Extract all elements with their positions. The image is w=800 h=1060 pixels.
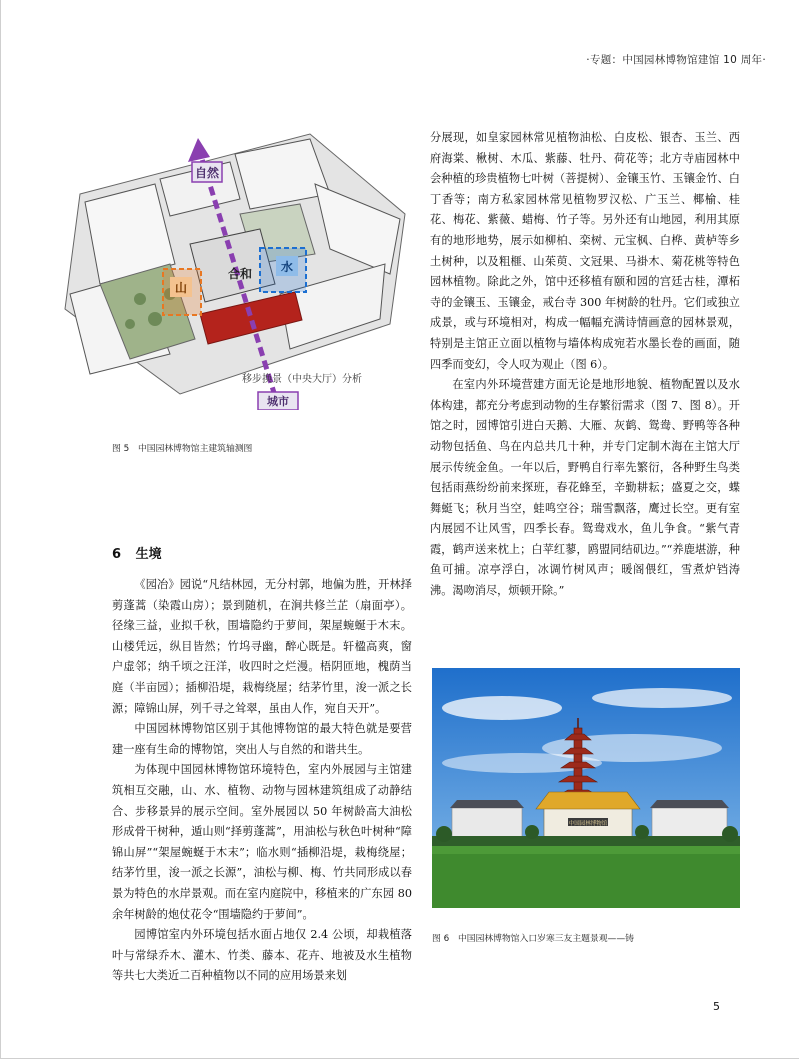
entrance-photo-drawing xyxy=(432,668,740,908)
paragraph: 园博馆室内外环境包括水面占地仅 2.4 公顷，却栽植落叶与常绿乔木、灌木、竹类、藤本、花卉、地被及水生植物等共七大类近二百种植物以不同的应用场景来划 xyxy=(112,928,412,983)
figure-6-entrance-photo xyxy=(432,668,740,908)
figure-5-caption: 图 5 中国园林博物馆主建筑轴测图 xyxy=(112,444,253,454)
paragraph: 为体现中国园林博物馆环境特色，室内外展园与主馆建筑相互交融，山、水、植物、动物与园林建筑组成了动静结合、步移景异的展示空间。室外展园以 50 年树龄高大油松形成骨干树种，遁山则“择剪蓬蒿”，用油松与秋色叶树种“障锦山屏”“架屋蜿蜒于木末”；临水则“插柳沿堤，栽梅绕屋；结茅竹里，浚一派之长源”，油松与柳、梅、竹共同形成以春景为特色的水岸景观。而在室内庭院中，移植来的广东园 80 余年树龄的炮仗花令“围墙隐约于萝间”。 xyxy=(112,763,412,921)
paragraph: 在室内外环境营建方面无论是地形地貌、植物配置以及水体构建，都充分考虑到动物的生存繁衍需求（图 7、图 8）。开馆之时，园博馆引进白天鹅、大雁、灰鹤、鸳鸯、野鸭等各种动物包括鱼、鸟在内总共几十种，并专门定制木海在主馆大厅展示传统金鱼。一年以后，野鸭自行率先繁衍，各种野生鸟类包括雨燕纷纷前来探班，春花蜂至，辛勤耕耘；盛夏之交，蝶舞蜓飞；秋月当空，蛙鸣空谷；瑞雪飘落，鹰过长空。更有室内展园不让风雪，四季长春。鸳鸯戏水，鱼儿争食。“紫气青霞，鹤声送来枕上；白苹红蓼，鸥盟同结矶边。”“养鹿堪游，种鱼可捕。凉亭浮白，冰调竹树风声；暖阁偎红，雪煮炉铛涛沸。渴吻消尽，烦顿开除。” xyxy=(430,378,740,598)
paragraph: 中国园林博物馆区别于其他博物馆的最大特色就是要营建一座有生命的博物馆，突出人与自然的和谐共生。 xyxy=(112,722,412,756)
gate-plaque: 中国园林博物馆 xyxy=(568,821,608,827)
label-nature: 自然 xyxy=(194,166,220,180)
section-heading xyxy=(112,545,412,565)
section-number: 6 xyxy=(112,547,122,562)
figure-5-axonometric-plan xyxy=(60,124,410,410)
label-water: 水 xyxy=(280,260,294,274)
paragraph: 《园冶》园说“凡结林园，无分村郭，地偏为胜，开林择剪蓬蒿（染霞山房）；景到随机，在涧共修兰芷（扇面亭）。径缘三益，业拟千秋，围墙隐约于萝间，架屋蜿蜒于木末。山楼凭远，纵目皆然；竹坞寻幽，醉心既是。轩楹高爽，窗户虚邻；纳千顷之汪洋，收四时之烂漫。梧阴匝地，槐荫当庭（半亩园）；插柳沿堤，栽梅绕屋；结茅竹里，浚一派之长源；障锦山屏，列千寻之耸翠，虽由人作，宛自天开”。 xyxy=(112,578,412,715)
paragraph: 分展现，如皇家园林常见植物油松、白皮松、银杏、玉兰、西府海棠、楸树、木瓜、紫藤、牡丹、荷花等；北方寺庙园林中会种植的珍贵植物七叶树（菩提树）、金镶玉竹、玉镶金竹、白丁香等；南方私家园林常见植物罗汉松、广玉兰、椰榆、桂花、梅花、紫薇、蜡梅、竹子等。另外还有山地园，利用其原有的地形地势，展示如柳柏、栾树、元宝枫、白桦、黄栌等乡土树种，以及粗榧、山茱萸、文冠果、马褂木、菊花桃等特色园林植物。除此之外，馆中还移植有颐和园的宫廷古桂，潭柘寺的金镶玉、玉镶金，戒台寺 300 年树龄的牡丹。它们或独立成景，或与环境相对，构成一幅幅充满诗情画意的园林景观，特别是主馆正立面以植物与墙体构成宛若水墨长卷的画面，随四季而变幻，令人叹为观止（图 6）。 xyxy=(430,131,740,371)
left-column xyxy=(112,545,412,987)
label-axis-analysis: 移步换景（中央大厅）分析 xyxy=(242,374,362,385)
label-mountain: 山 xyxy=(174,281,188,295)
page-number: 5 xyxy=(713,1000,720,1013)
figure-6-caption: 图 6 中国园林博物馆入口岁寒三友主题景观——铸 xyxy=(432,934,634,944)
right-column xyxy=(430,128,740,602)
running-header: ·专题：中国园林博物馆建馆 10 周年· xyxy=(586,54,766,66)
section-title: 生境 xyxy=(135,547,162,562)
axonometric-drawing xyxy=(60,124,410,410)
label-harmony: 合和 xyxy=(227,267,253,281)
label-city: 城市 xyxy=(267,395,289,408)
